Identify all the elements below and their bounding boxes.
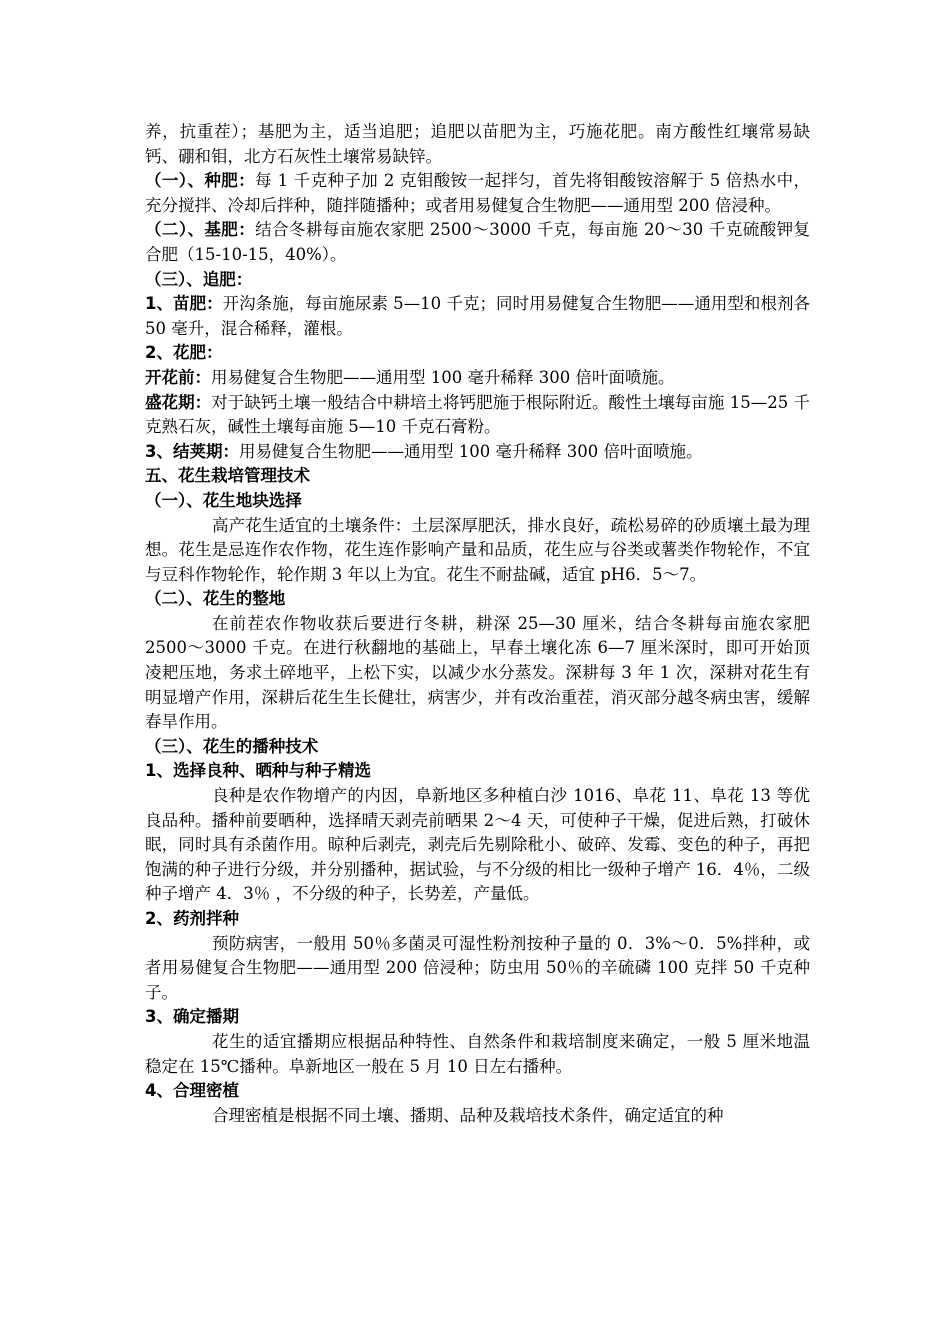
paragraph-sowing-date: 花生的适宜播期应根据品种特性、自然条件和栽培制度来确定，一般 5 厘米地温稳定在 15℃播种。阜新地区一般在 5 月 10 日左右播种。 [145,1031,810,1076]
item-heading-seed-selection: 1、选择良种、晒种与种子精选 [145,761,371,781]
paragraph-land-preparation: 在前茬农作物收获后要进行冬耕，耕深 25—30 厘米，结合冬耕每亩施农家肥 2500～3000 千克。在进行秋翻地的基础上，早春土壤化冻 6—7 厘米深时，即可开始顶凌耙压地，务求土碎地平，上松下实，以减少水分蒸发。深耕每 3 年 1 次，深耕对花生有明显增产作用，深耕后花生生长健壮，病害少，并有改治重茬，消灭部分越冬病虫害，缓解春旱作用。 [145,613,810,732]
paragraph-plot-selection: 高产花生适宜的土壤条件：土层深厚肥沃，排水良好，疏松易碎的砂质壤土最为理想。花生是忌连作农作物，花生连作影响产量和品质，花生应与谷类或薯类作物轮作，不宜与豆科作物轮作，轮作期 3 年以上为宜。花生不耐盐碱，适宜 pH6．5～7。 [145,515,810,584]
paragraph-full-bloom: 盛花期：对于缺钙土壤一般结合中耕培土将钙肥施于根际附近。酸性土壤每亩施 15—25 千克熟石灰，碱性土壤每亩施 5—10 千克石膏粉。 [145,392,810,437]
section-heading-cultivation: 五、花生栽培管理技术 [145,466,310,486]
paragraph-dense-planting: 合理密植是根据不同土壤、播期、品种及栽培技术条件，确定适宜的种 [212,1105,724,1125]
document-page [145,120,810,1128]
paragraph-topdressing [145,268,810,293]
lead-label: 开花前： [145,367,211,387]
lead-label: 3、结荚期： [145,441,239,461]
lead-label: （一）、种肥： [145,171,256,191]
paragraph-fertilizer-principle: 养，抗重茬）；基肥为主，适当追肥；追肥以苗肥为主，巧施花肥。南方酸性红壤常易缺钙、硼和钼，北方石灰性土壤常易缺锌。 [145,122,810,166]
subheading-land-preparation: （二）、花生的整地 [145,589,286,609]
paragraph-seedling-fertilizer: 1、苗肥：开沟条施，每亩施尿素 5—10 千克；同时用易健复合生物肥——通用型和根剂各 50 毫升，混合稀释，灌根。 [145,294,811,338]
paragraph-seed-fertilizer: （一）、种肥：每 1 千克种子加 2 克钼酸铵一起拌匀，首先将钼酸铵溶解于 5 倍热水中，充分搅拌、冷却后拌种，随拌随播种；或者用易健复合生物肥——通用型 200 倍浸种。 [145,171,810,215]
paragraph-base-fertilizer: （二）、基肥：结合冬耕每亩施农家肥 2500～3000 千克，每亩施 20～30 千克硫酸钾复合肥（15-10-15，40%）。 [145,220,811,264]
paragraph-before-flowering: 开花前：用易健复合生物肥——通用型 100 毫升稀释 300 倍叶面喷施。 [145,367,675,387]
item-heading-dense-planting: 4、合理密植 [145,1081,239,1101]
lead-label: 盛花期： [145,392,212,412]
lead-label: 2、花肥： [145,343,223,363]
lead-label: （二）、基肥： [145,220,256,240]
paragraph-flower-fertilizer [145,341,810,366]
item-heading-sowing-date: 3、确定播期 [145,1007,239,1027]
paragraph-pod-stage: 3、结荚期：用易健复合生物肥——通用型 100 毫升稀释 300 倍叶面喷施。 [145,441,703,461]
lead-label: 1、苗肥： [145,294,223,314]
item-heading-seed-dressing: 2、药剂拌种 [145,909,239,928]
paragraph-seed-dressing: 预防病害，一般用 50％多菌灵可湿性粉剂按种子量的 0．3%～0．5%拌种，或者用易健复合生物肥——通用型 200 倍浸种；防虫用 50％的辛硫磷 100 克拌 50 千克种子。 [145,933,810,1002]
subheading-sowing-technique: （三）、花生的播种技术 [145,736,319,756]
lead-label: （三）、追肥： [145,269,253,289]
subheading-plot-selection: （一）、花生地块选择 [145,490,302,510]
paragraph-seed-selection: 良种是农作物增产的内因，阜新地区多种植白沙 1016、阜花 11、阜花 13 等优良品种。播种前要晒种，选择晴天剥壳前晒果 2～4 天，可使种子干燥，促进后熟，打破休眠，同时具有杀菌作用。晾种后剥壳，剥壳后先剔除秕小、破碎、发霉、变色的种子，再把饱满的种子进行分级，并分别播种，据试验，与不分级的相比一级种子增产 16．4％，二级种子增产 4．3％ ，不分级的种子，长势差，产量低。 [145,786,810,904]
